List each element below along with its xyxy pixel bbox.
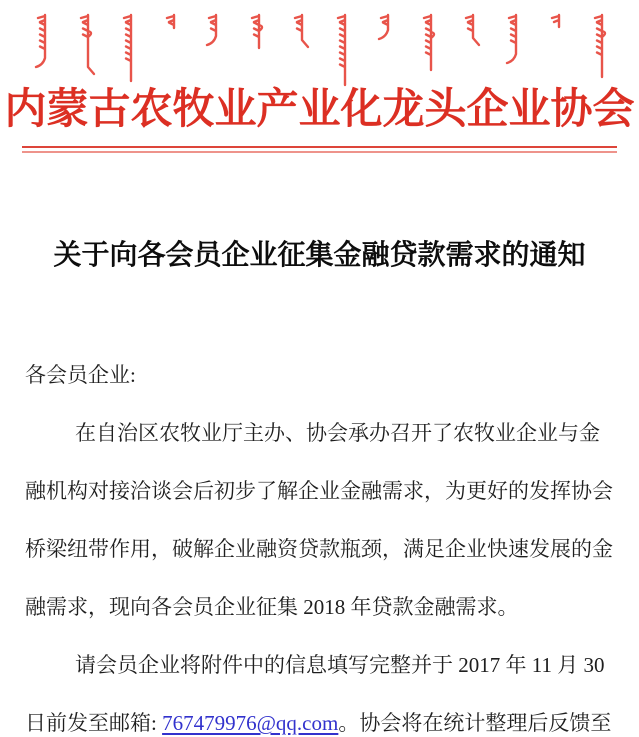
mongolian-glyph xyxy=(420,12,438,84)
paragraph1-line3: 桥梁纽带作用，破解企业融资贷款瓶颈，满足企业快速发展的金 xyxy=(25,537,613,561)
mongolian-glyph xyxy=(248,12,266,62)
mongolian-glyph xyxy=(591,12,609,80)
mongolian-glyph xyxy=(377,12,395,44)
organization-masthead: 内蒙古农牧业产业化龙头企业协会 xyxy=(4,87,635,133)
paragraph1-line1: 在自治区农牧业厅主办、协会承办召开了农牧业企业与金 xyxy=(75,421,600,445)
mongolian-glyph xyxy=(205,12,223,50)
mongolian-glyph xyxy=(334,12,352,88)
mongolian-glyph xyxy=(291,12,309,54)
mongolian-glyph xyxy=(462,12,480,52)
paragraph1-line2: 融机构对接洽谈会后初步了解企业金融需求，为更好的发挥协会 xyxy=(25,479,613,503)
paragraph1-line4: 融需求，现向各会员企业征集 2018 年贷款金融需求。 xyxy=(25,595,519,619)
notice-body xyxy=(25,346,631,737)
mongolian-glyph xyxy=(548,12,566,41)
mongolian-glyph xyxy=(77,12,95,81)
masthead-divider-line xyxy=(22,146,617,153)
paragraph2-line2 xyxy=(25,694,631,737)
mongolian-glyph xyxy=(505,12,523,68)
salutation: 各会员企业: xyxy=(25,363,136,387)
mongolian-glyph xyxy=(163,12,181,42)
mongolian-glyph xyxy=(34,12,52,72)
mongolian-glyph xyxy=(120,12,138,84)
email-line-prefix: 日前发至邮箱: xyxy=(25,711,163,735)
mongolian-script-row xyxy=(34,12,609,84)
paragraph2-line1: 请会员企业将附件中的信息填写完整并于 2017 年 11 月 30 xyxy=(75,653,605,677)
email-line-suffix: 。协会将在统计整理后反馈至 xyxy=(338,711,612,735)
email-link[interactable]: 767479976@qq.com xyxy=(162,711,339,735)
notice-title: 关于向各会员企业征集金融贷款需求的通知 xyxy=(53,239,586,270)
